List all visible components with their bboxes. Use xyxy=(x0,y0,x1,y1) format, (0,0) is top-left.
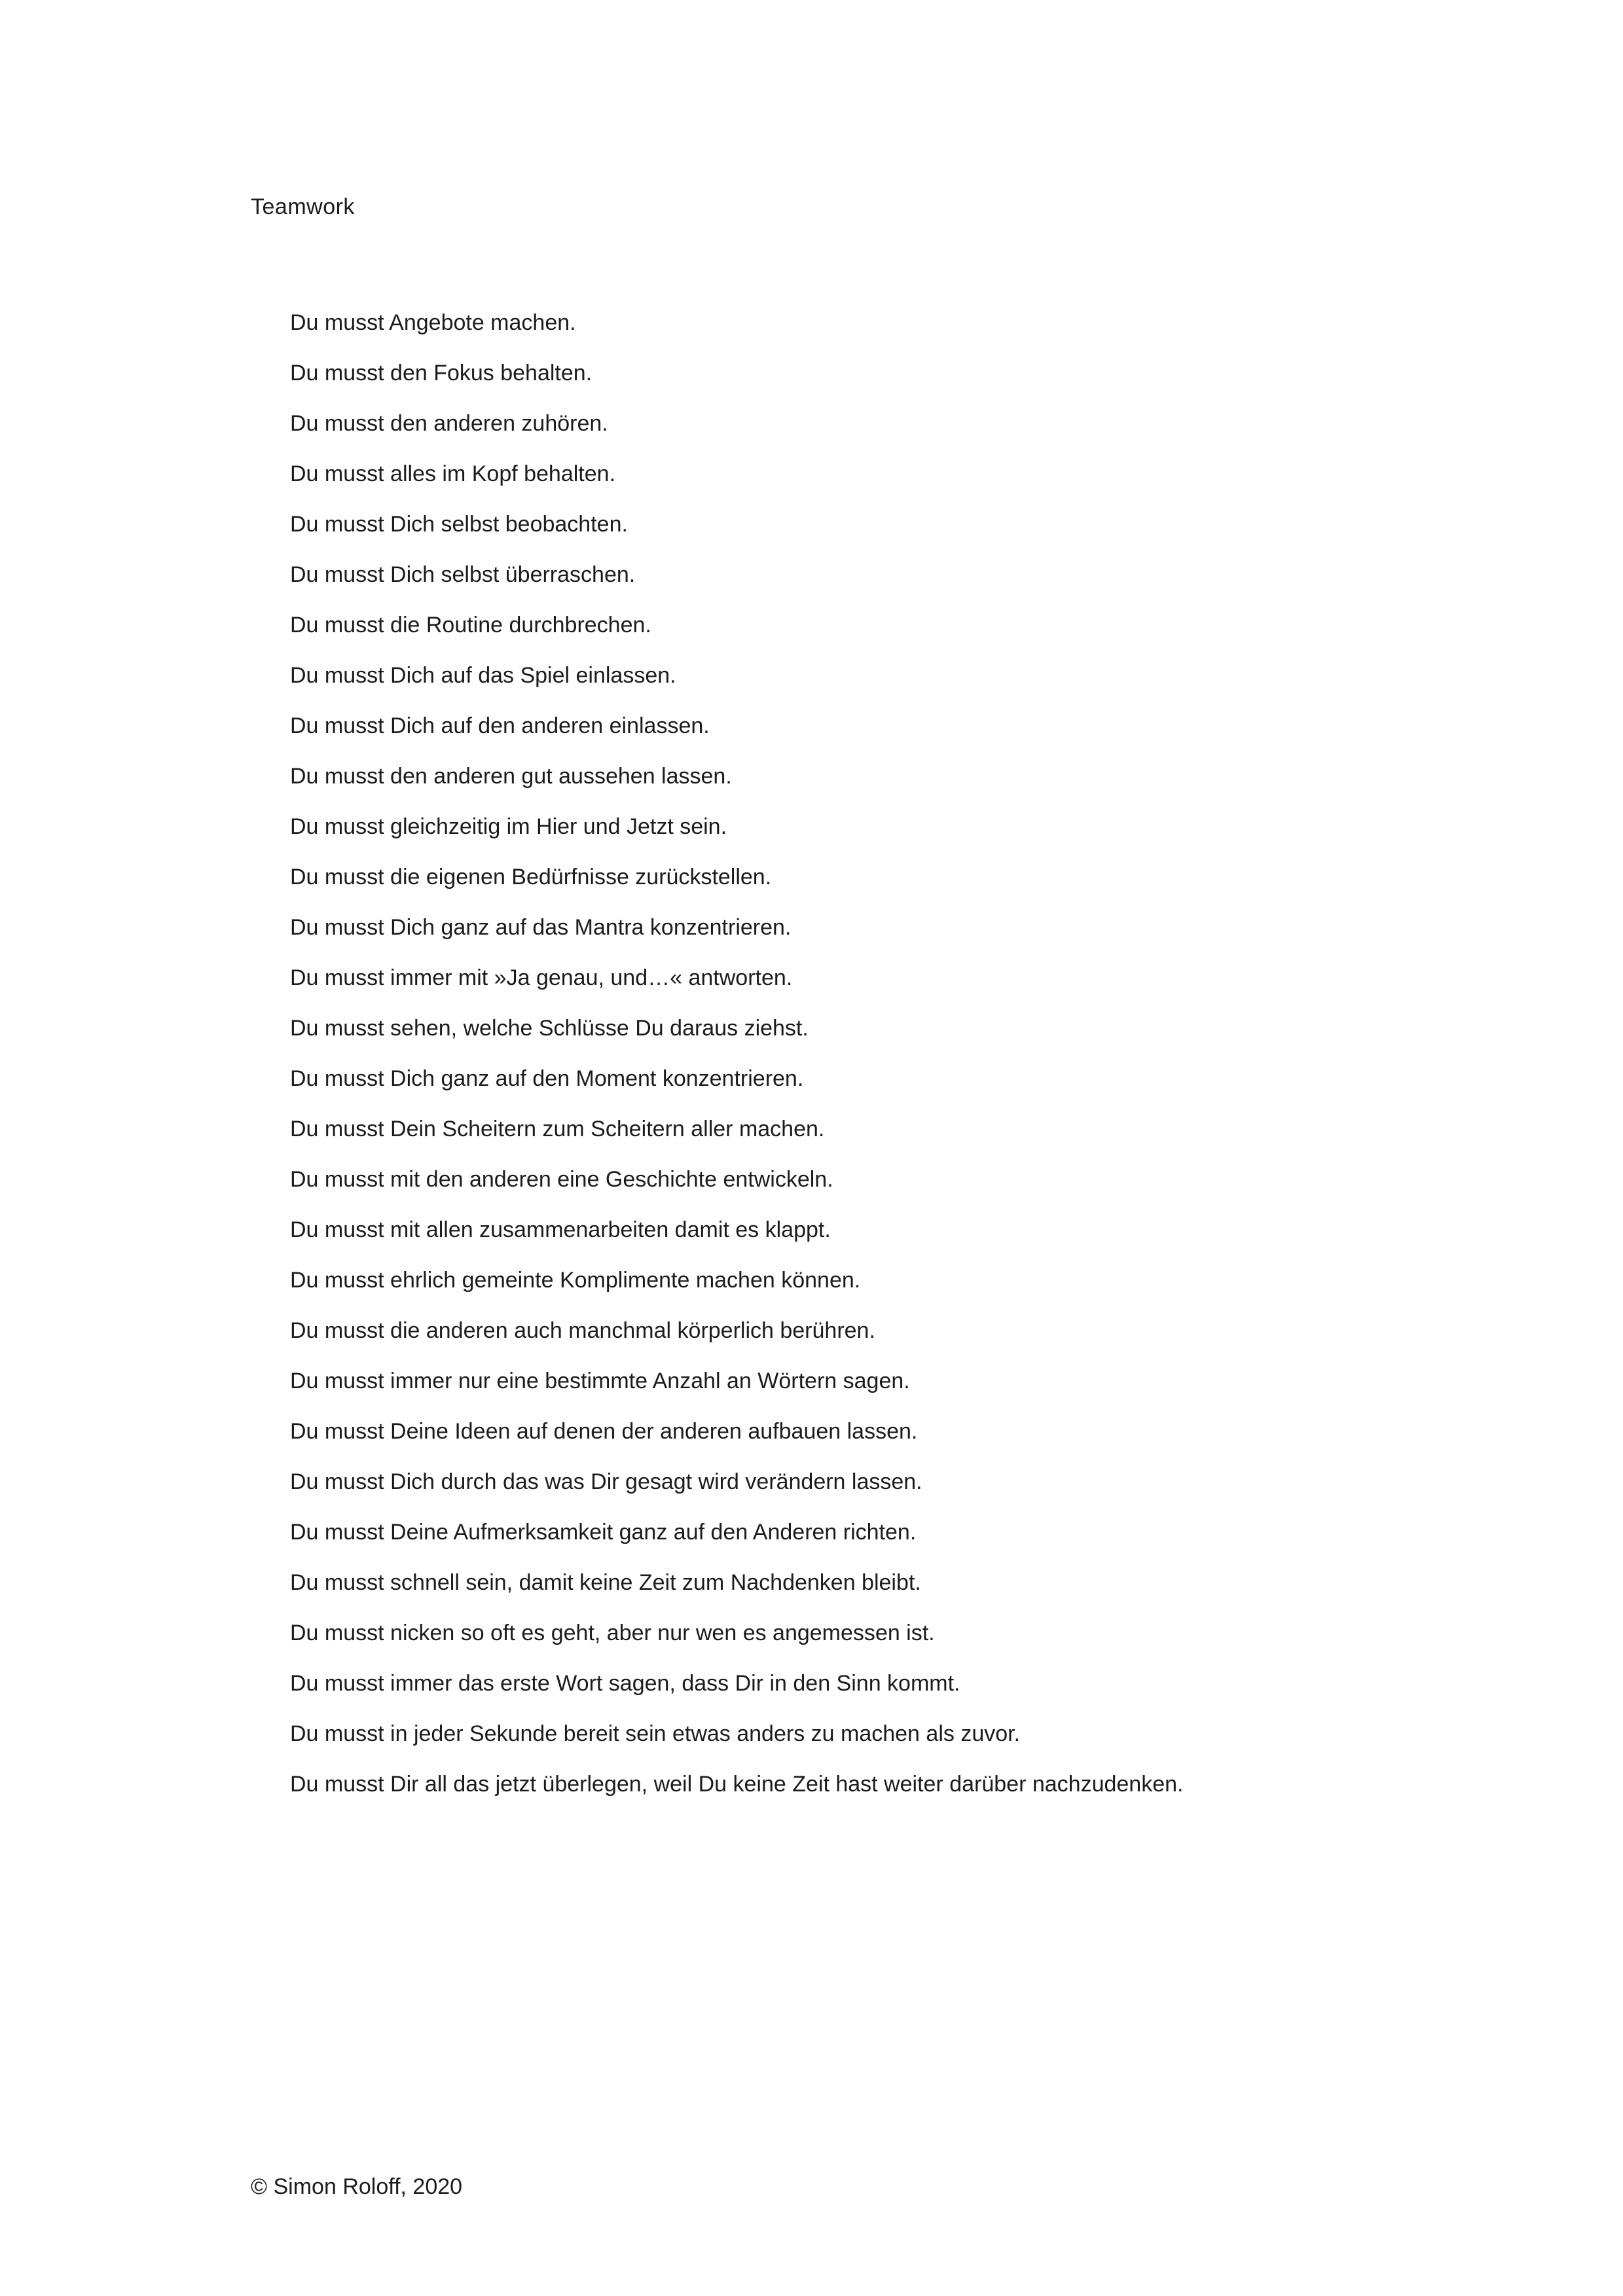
poem-line: Du musst den anderen zuhören. xyxy=(290,411,608,436)
poem-line: Du musst Dich selbst beobachten. xyxy=(290,512,628,537)
line-list xyxy=(290,298,1183,1810)
poem-line: Du musst Dich durch das was Dir gesagt wird verändern lassen. xyxy=(290,1469,922,1494)
poem-line: Du musst die anderen auch manchmal körperlich berühren. xyxy=(290,1318,875,1343)
poem-line: Du musst Deine Ideen auf denen der anderen aufbauen lassen. xyxy=(290,1419,918,1444)
poem-line: Du musst Dich selbst überraschen. xyxy=(290,562,636,587)
poem-line: Du musst in jeder Sekunde bereit sein etwas anders zu machen als zuvor. xyxy=(290,1721,1021,1746)
copyright-footer: © Simon Roloff, 2020 xyxy=(251,2174,463,2199)
poem-line: Du musst mit allen zusammenarbeiten damit es klappt. xyxy=(290,1217,831,1242)
page-title: Teamwork xyxy=(251,194,355,219)
poem-line: Du musst Dein Scheitern zum Scheitern aller machen. xyxy=(290,1117,825,1141)
poem-line: Du musst immer nur eine bestimmte Anzahl an Wörtern sagen. xyxy=(290,1369,910,1393)
poem-line: Du musst nicken so oft es geht, aber nur wen es angemessen ist. xyxy=(290,1621,935,1645)
poem-line: Du musst den anderen gut aussehen lassen. xyxy=(290,764,732,789)
poem-line: Du musst gleichzeitig im Hier und Jetzt sein. xyxy=(290,814,727,839)
poem-line: Du musst mit den anderen eine Geschichte entwickeln. xyxy=(290,1167,833,1192)
poem-line: Du musst die Routine durchbrechen. xyxy=(290,613,651,637)
poem-line: Du musst Dir all das jetzt überlegen, weil Du keine Zeit hast weiter darüber nachzudenken. xyxy=(290,1772,1184,1797)
poem-line: Du musst Angebote machen. xyxy=(290,310,576,335)
poem-line: Du musst Dich auf den anderen einlassen. xyxy=(290,713,710,738)
poem-line: Du musst Deine Aufmerksamkeit ganz auf den Anderen richten. xyxy=(290,1520,917,1545)
poem-line: Du musst alles im Kopf behalten. xyxy=(290,461,616,486)
poem-line: Du musst ehrlich gemeinte Komplimente machen können. xyxy=(290,1268,861,1293)
poem-line: Du musst schnell sein, damit keine Zeit zum Nachdenken bleibt. xyxy=(290,1570,921,1595)
poem-line: Du musst Dich ganz auf den Moment konzentrieren. xyxy=(290,1066,804,1091)
poem-line: Du musst immer mit »Ja genau, und…« antworten. xyxy=(290,965,793,990)
poem-line: Du musst immer das erste Wort sagen, dass Dir in den Sinn kommt. xyxy=(290,1671,960,1696)
poem-line: Du musst Dich ganz auf das Mantra konzentrieren. xyxy=(290,915,792,940)
poem-line: Du musst die eigenen Bedürfnisse zurückstellen. xyxy=(290,865,772,889)
poem-line: Du musst sehen, welche Schlüsse Du daraus ziehst. xyxy=(290,1016,809,1041)
poem-line: Du musst Dich auf das Spiel einlassen. xyxy=(290,663,676,688)
poem-line: Du musst den Fokus behalten. xyxy=(290,361,593,386)
